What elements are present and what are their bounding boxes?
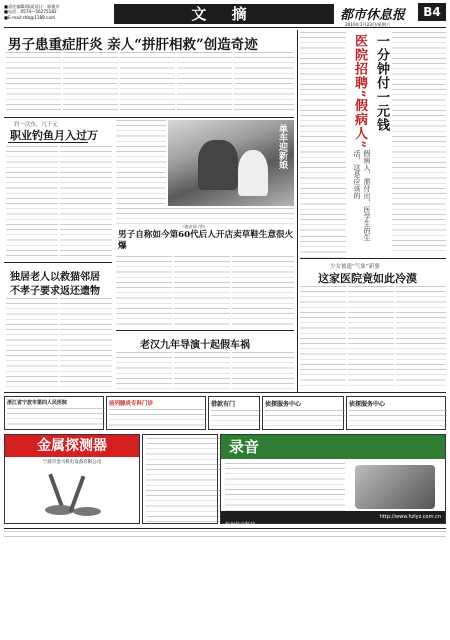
lead-body-2 — [63, 52, 118, 114]
shop-headline: 男子自称如今第60代后人开店卖草鞋生意很火爆 — [118, 230, 294, 251]
detector-image — [45, 473, 101, 517]
ad-metal-detector-banner — [5, 435, 139, 457]
ad-metal-detector[interactable] — [4, 434, 140, 524]
gold-body-3 — [396, 286, 446, 390]
lead-headline: 男子患重症肝炎 亲人“拼肝相救”创造奇迹 — [8, 37, 258, 53]
elder-subheadline: 不孝子要求返还遗物 — [10, 286, 100, 297]
gold-headline: 这家医院竟如此冷漠 — [318, 272, 417, 285]
masthead-rule — [4, 27, 446, 28]
paper-name: 都市休息报 — [340, 8, 406, 23]
lead-body-3 — [120, 52, 175, 114]
photo-caption: 单车迎新娘 — [277, 124, 287, 169]
ad-loan[interactable] — [208, 396, 260, 430]
ad-detective-2-title: 侦探服务中心 — [349, 401, 386, 408]
play-headline: 老汉九年导演十起假车祸 — [140, 340, 250, 351]
vertical-subheadline: 假病人，需付出，医学生的生活，这是应该的 — [353, 150, 371, 241]
ad-recording-title: 录音 — [229, 438, 260, 456]
vertical-headline-1: 医院招聘“假病人” — [352, 34, 367, 149]
fishing-body-2 — [60, 146, 112, 258]
masthead-info — [4, 4, 114, 20]
play-body-1 — [116, 352, 172, 390]
ad-text-block[interactable] — [142, 434, 218, 524]
ad-loan-title: 借款有门 — [211, 401, 236, 408]
right-body-2 — [392, 32, 446, 252]
elder-headline: 独居老人以救猫邻居 — [10, 272, 100, 283]
recorder-image — [355, 465, 435, 509]
lead-body-1 — [6, 52, 61, 114]
ad-prostate-title: 前列腺炎专科门诊 — [109, 401, 154, 407]
elder-body-1 — [6, 298, 58, 390]
section-banner — [114, 4, 334, 24]
fishing-kicker: 钓一次鱼，几千元 — [14, 122, 59, 128]
gold-body-1 — [300, 286, 346, 390]
gold-body-2 — [348, 286, 394, 390]
ad-hospital[interactable] — [4, 396, 104, 430]
ad-detective-1-title: 侦探服务中心 — [265, 401, 302, 408]
ad-prostate[interactable] — [106, 396, 206, 430]
editor-line: ■责任编辑/版面设计：郭建芳 — [4, 4, 60, 9]
ad-rule — [4, 392, 446, 393]
fishing-underline — [8, 142, 88, 143]
footer-rule — [4, 528, 446, 529]
ad-recording-footer — [221, 511, 445, 528]
email-line: ■E-mail:shb@1189.com — [4, 14, 56, 20]
vertical-headline-2: 一分钟付一元钱 — [374, 34, 389, 132]
play-body-2 — [174, 352, 230, 390]
shop-body-2 — [174, 256, 230, 326]
ad-recording-banner — [221, 435, 445, 459]
ad-metal-detector-title: 金属探测器 — [37, 438, 107, 454]
footer-text — [4, 531, 446, 539]
ad-recording[interactable] — [220, 434, 446, 528]
page-number: B4 — [418, 3, 446, 21]
shop-body-1 — [116, 256, 172, 326]
photo-caption-text — [116, 208, 294, 224]
lead-body-4 — [177, 52, 232, 114]
fishing-body-1 — [6, 146, 58, 258]
elder-rule — [4, 262, 112, 263]
date-line: 2010年1月23日/星期六 — [345, 22, 391, 27]
ad-hospital-title: 浙江省宁波市第四人民医院 — [7, 400, 68, 406]
column-divider — [297, 30, 298, 392]
lead-body-5 — [234, 52, 294, 114]
fishing-headline: 职业钓鱼月入过万 — [10, 129, 98, 142]
right-body-1 — [300, 32, 346, 232]
ad-detective-2[interactable] — [346, 396, 446, 430]
play-rule — [116, 330, 294, 331]
elder-body-2 — [60, 298, 112, 390]
lead-rule — [4, 117, 294, 118]
ad-recording-company: 杭州佳音科技 — [225, 522, 256, 528]
middle-body-1 — [116, 120, 166, 206]
gold-kicker: 少女被遗“气象”新婆 — [330, 264, 380, 270]
section-title: 文 摘 — [191, 5, 257, 23]
shop-body-3 — [232, 256, 294, 326]
ad-recording-site[interactable]: http://www.hzlyz.com.cn — [379, 514, 441, 520]
ad-metal-detector-company: 宁波市金马机电设备有限公司 — [42, 460, 102, 465]
play-body-3 — [232, 352, 294, 390]
phone-line: ■电话：0574—56275182 — [4, 9, 57, 15]
photo-credit: （雅安网 /图） — [180, 224, 208, 229]
gold-rule — [300, 258, 446, 259]
ad-detective-1[interactable] — [262, 396, 344, 430]
